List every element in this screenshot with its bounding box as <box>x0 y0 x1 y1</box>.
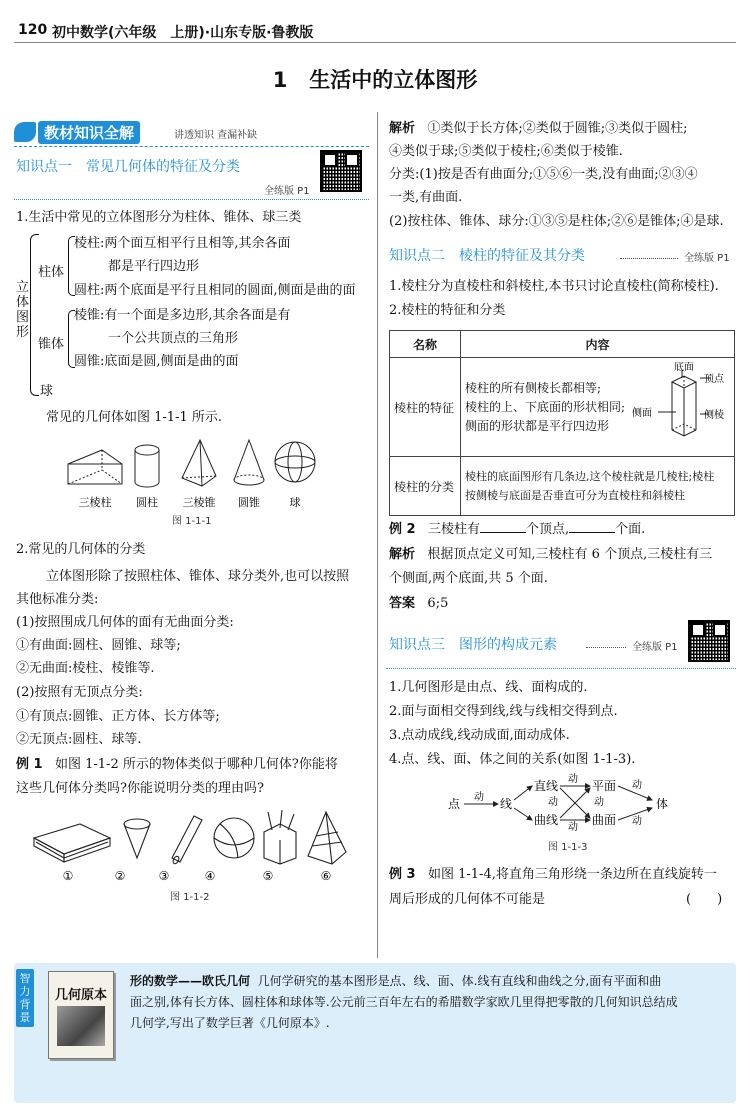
tree-zhuiti: 锥体 <box>38 337 65 352</box>
row1-l2: 棱柱的上、下底面的形状相同; <box>465 399 626 414</box>
ex2-ans-label: 答案 <box>389 596 416 611</box>
ex2-blank-2[interactable] <box>569 520 615 533</box>
class2b: ②无顶点:圆柱、球等. <box>16 732 142 747</box>
banner-subtitle: 讲透知识 查漏补缺 <box>174 130 258 141</box>
diagram-line: 线 <box>500 797 513 811</box>
footer-l1: 几何学研究的基本图形是点、线、面、体.线有直线和曲线之分,面有平面和曲 <box>257 974 662 988</box>
section-banner <box>14 120 164 144</box>
footer-line1 <box>130 971 730 992</box>
tree-lengzhui-a: 棱锥:有一个面是多边形,其余各面是有 <box>74 308 291 323</box>
pen-holder-object <box>264 810 296 864</box>
pyramid-object <box>308 812 346 864</box>
ex2-sol-label: 解析 <box>389 547 416 562</box>
ball-object <box>214 818 254 858</box>
shape-label: 三棱锥 <box>182 496 216 509</box>
tree-lengzhu-b: 都是平行四边形 <box>108 259 200 274</box>
ex3-label: 例 3 <box>389 867 416 882</box>
prism-label: 侧棱 <box>704 410 724 421</box>
footer-heading: 形的数学——欧氏几何 <box>130 974 251 988</box>
page-number: 120 <box>18 22 48 38</box>
rolled-paper-object <box>172 816 202 865</box>
prism-label: 侧面 <box>632 408 652 419</box>
prism-label: 顶点 <box>704 374 724 385</box>
kp3-p3: 3.点动成线,线动成面,面动成体. <box>389 728 570 743</box>
tree-qiu: 球 <box>40 384 54 399</box>
kp1-title-rule <box>14 199 369 200</box>
object-label: ① <box>62 869 74 883</box>
row1-l1: 棱柱的所有侧棱长都相等; <box>465 380 602 395</box>
ex2-q-c: 个面. <box>615 522 646 537</box>
book-title: 初中数学(六年级 上册)·山东专版·鲁教版 <box>52 25 314 41</box>
banner-icon <box>14 122 36 142</box>
tree-lengzhui-b: 一个公共顶点的三角形 <box>108 331 239 346</box>
diagram-move: 动 <box>474 792 484 803</box>
diagram-straight: 直线 <box>534 779 559 793</box>
fig2-caption: 图 1-1-2 <box>170 892 210 903</box>
kp2-title: 知识点二 棱柱的特征及其分类 <box>389 248 585 264</box>
kp3-title: 知识点三 图形的构成元素 <box>389 637 557 653</box>
column-divider <box>377 112 378 958</box>
ex2-q-b: 个顶点, <box>526 522 570 537</box>
triangular-pyramid-shape <box>182 440 216 486</box>
example3 <box>389 866 717 884</box>
ex3-bracket[interactable]: ( ) <box>686 892 723 907</box>
object-label: ④ <box>204 869 216 883</box>
tree-yuanzhu: 圆柱:两个底面是平行且相同的圆面,侧面是曲的面 <box>74 283 356 298</box>
kp3-title-rule <box>386 668 736 669</box>
class1a: ①有曲面:圆柱、圆锥、球等; <box>16 638 181 653</box>
diagram-move: 动 <box>548 797 558 808</box>
object-label: ② <box>114 869 126 883</box>
row1-l3: 侧面的形状都是平行四边形 <box>465 418 610 433</box>
shape-label: 圆锥 <box>238 496 260 509</box>
footer-l2: 面之别,体有长方体、圆柱体和球体等.公元前三百年左右的希腊数学家欧几里得把零散的几何知识总结成 <box>130 995 678 1009</box>
prism-label: 底面 <box>674 362 694 373</box>
kp1-line1: 1.生活中常见的立体图形分为柱体、锥体、球三类 <box>16 210 302 225</box>
sub2-p1: 立体图形除了按照柱体、锥体、球分类外,也可以按照 <box>46 569 350 584</box>
kp1-title: 知识点一 常见几何体的特征及分类 <box>16 159 240 175</box>
row2-l2: 按侧棱与底面是否垂直可分为直棱柱和斜棱柱 <box>465 489 685 502</box>
fig3-caption: 图 1-1-3 <box>548 842 588 853</box>
prism-diagram <box>626 362 730 448</box>
ex1-sol-l4: 一类,有曲面. <box>389 190 463 205</box>
header-rule <box>14 42 736 43</box>
kp2-p1: 1.棱柱分为直棱柱和斜棱柱,本书只讨论直棱柱(简称棱柱). <box>389 279 719 294</box>
ex1-text-a: 如图 1-1-2 所示的物体类似于哪种几何体?你能将 <box>54 757 338 772</box>
banner-rule <box>14 146 369 147</box>
tree-zhuti: 柱体 <box>38 265 65 280</box>
cone-shape <box>234 440 264 485</box>
th-content: 内容 <box>461 331 735 358</box>
sphere-shape <box>275 442 315 482</box>
figure-1-1-3 <box>448 772 698 832</box>
kp3-p1: 1.几何图形是由点、线、面构成的. <box>389 680 588 695</box>
ex3-l2: 周后形成的几何体不可能是 <box>389 892 546 907</box>
ex1-sol-label: 解析 <box>389 121 416 136</box>
ex2-ans: 6;5 <box>427 596 449 611</box>
diagram-curve: 曲线 <box>534 813 559 827</box>
ex2-answer <box>389 595 448 613</box>
tree-lengzhu-a: 棱柱:两个面互相平行且相等,其余各面 <box>74 236 291 251</box>
sub2-title: 2.常见的几何体的分类 <box>16 542 146 557</box>
kp2-leader <box>620 258 678 259</box>
book-stack-object <box>34 824 110 862</box>
footer-box <box>14 963 736 1103</box>
ex2-label: 例 2 <box>389 522 416 537</box>
triangular-prism-shape <box>68 450 122 484</box>
fig1-caption: 图 1-1-1 <box>172 516 212 527</box>
ex2-sol-l1 <box>389 546 712 564</box>
ex2-blank-1[interactable] <box>480 520 526 533</box>
ex1-sol-l2: ④类似于球;⑤类似于棱柱;⑥类似于棱锥. <box>389 144 623 159</box>
class1b: ②无曲面:棱柱、棱锥等. <box>16 661 155 676</box>
shape-label: 三棱柱 <box>78 496 112 509</box>
ex1-text-b: 这些几何体分类吗?你能说明分类的理由吗? <box>16 781 264 796</box>
chapter-heading <box>0 64 750 94</box>
row1-content <box>461 358 735 457</box>
ex1-sol-l1 <box>389 120 688 138</box>
ex3-l1: 如图 1-1-4,将直角三角形绕一条边所在直线旋转一 <box>427 867 717 882</box>
footer-l3: 几何学,写出了数学巨著《几何原本》. <box>130 1016 330 1030</box>
diagram-curved: 曲面 <box>592 813 617 827</box>
ex2-q-a: 三棱柱有 <box>427 522 480 537</box>
banner-label: 教材知识全解 <box>38 121 140 144</box>
book-cover-title: 几何原本 <box>54 988 107 1003</box>
row2-name: 棱柱的分类 <box>390 457 461 516</box>
kp1-qr-code[interactable] <box>320 150 362 192</box>
sub2-p2: 其他标准分类: <box>16 592 99 607</box>
diagram-move: 动 <box>594 797 604 808</box>
fig1-intro: 常见的几何体如图 1-1-1 所示. <box>46 410 222 425</box>
chapter-number: 1 <box>272 68 288 92</box>
kp1-ref: 全练版 P1 <box>264 186 310 197</box>
object-label: ⑤ <box>262 869 274 883</box>
diagram-point: 点 <box>448 797 461 811</box>
diagram-solid: 体 <box>656 797 669 811</box>
figure-1-1-2 <box>24 808 364 892</box>
page-header <box>0 0 750 41</box>
example1 <box>16 756 338 774</box>
row2-l1: 棱柱的底面图形有几条边,这个棱柱就是几棱柱;棱柱 <box>465 470 715 483</box>
footer-side-tag: 智力背景 <box>16 969 34 1027</box>
tree-yuanzhui: 圆锥:底面是圆,侧面是曲的面 <box>74 354 239 369</box>
cylinder-shape <box>135 445 159 487</box>
ice-cream-cone-object <box>124 819 150 858</box>
th-name: 名称 <box>390 331 461 358</box>
root-brace <box>30 234 39 396</box>
diagram-move: 动 <box>632 780 642 791</box>
prism-table <box>389 330 735 516</box>
kp2-ref: 全练版 P1 <box>684 253 730 264</box>
kp3-p2: 2.面与面相交得到线,线与线相交得到点. <box>389 704 618 719</box>
example2 <box>389 520 645 539</box>
kp3-p4: 4.点、线、面、体之间的关系(如图 1-1-3). <box>389 752 636 767</box>
diagram-move: 动 <box>568 822 578 832</box>
footer-text <box>130 971 730 1034</box>
classification-tree <box>14 230 374 400</box>
kp3-qr-code[interactable] <box>688 620 730 662</box>
diagram-move: 动 <box>632 816 642 827</box>
ex1-sol-l3: 分类:(1)按是否有曲面分;①⑤⑥一类,没有曲面;②③④ <box>389 167 698 182</box>
diagram-plane: 平面 <box>592 779 617 793</box>
kp3-leader <box>586 647 626 648</box>
book-cover-art <box>57 1006 105 1046</box>
class1: (1)按照围成几何体的面有无曲面分类: <box>16 615 234 630</box>
kp3-ref: 全练版 P1 <box>632 642 678 653</box>
ex1-sol-l1-text: ①类似于长方体;②类似于圆锥;③类似于圆柱; <box>427 121 688 136</box>
class2: (2)按照有无顶点分类: <box>16 685 143 700</box>
class2a: ①有顶点:圆锥、正方体、长方体等; <box>16 709 220 724</box>
shape-label: 圆柱 <box>136 496 158 509</box>
row1-name: 棱柱的特征 <box>390 358 461 457</box>
diagram-move: 动 <box>568 774 578 785</box>
ex1-label: 例 1 <box>16 757 43 772</box>
ex1-sol-l5: (2)按柱体、锥体、球分:①③⑤是柱体;②⑥是锥体;④是球. <box>389 214 724 229</box>
object-label: ⑥ <box>320 869 332 883</box>
ex2-sol-l2: 个侧面,两个底面,共 5 个面. <box>389 571 548 586</box>
object-label: ③ <box>158 869 170 883</box>
kp2-p2: 2.棱柱的特征和分类 <box>389 303 506 318</box>
tree-root-label: 立体图形 <box>16 280 30 340</box>
book-cover-image <box>48 971 114 1059</box>
row2-content <box>461 457 735 516</box>
shape-label: 球 <box>289 496 301 509</box>
ex2-sol-l1-text: 根据顶点定义可知,三棱柱有 6 个顶点,三棱柱有三 <box>427 547 713 562</box>
chapter-title: 生活中的立体图形 <box>309 68 478 92</box>
